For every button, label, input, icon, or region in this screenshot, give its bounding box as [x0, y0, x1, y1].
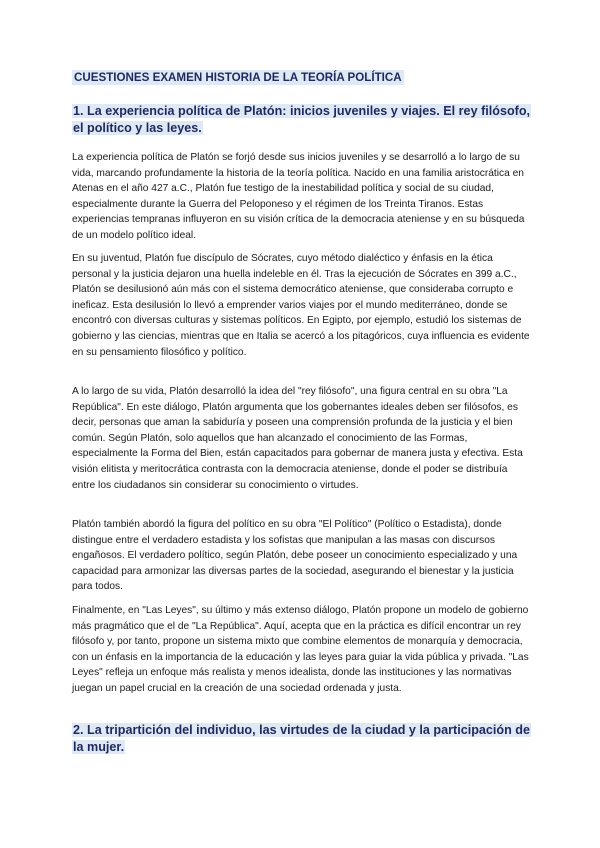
paragraph-1: La experiencia política de Platón se forjó desde sus inicios juveniles y se desarrolló a lo largo de su vida, marcando profundamente la historia de la teoría política. Nacido en una familia aristocrática en Atenas en el año 427 a.C., Platón fue testigo de la inestabilidad política y social de su ciudad, especialmente durante la Guerra del Peloponeso y el régimen de los Treinta Tiranos. Estas experiencias tempranas influyeron en su visión crítica de la democracia ateniense y en su búsqueda de un modelo político ideal.: [72, 152, 525, 241]
document-title: CUESTIONES EXAMEN HISTORIA DE LA TEORÍA POLÍTICA: [74, 71, 402, 84]
paragraph-4: Platón también abordó la figura del político en su obra "El Político" (Político o Estadista), donde distingue entre el verdadero estadista y los sofistas que manipulan a las masas con discursos engañosos. El verdadero político, según Platón, debe poseer un conocimiento especializado y una capacidad para armonizar las diversas partes de la sociedad, asegurando el bienestar y la justicia para todos.: [72, 519, 518, 593]
paragraph-3: A lo largo de su vida, Platón desarrolló la idea del "rey filósofo", una figura central en su obra "La República". En este diálogo, Platón argumenta que los gobernantes ideales deben ser filósofos, es decir, personas que aman la sabiduría y poseen una comprensión profunda de la justicia y el bien común. Según Platón, solo aquellos que han alcanzado el conocimiento de las Formas, especialmente la Forma del Bien, están capacitados para gobernar de manera justa y efectiva. Esta visión elitista y meritocrática contrasta con la democracia ateniense, donde el poder se distribuía entre los ciudadanos sin considerar su conocimiento o virtudes.: [72, 386, 523, 491]
paragraph-2: En su juventud, Platón fue discípulo de Sócrates, cuyo método dialéctico y énfasis en la ética personal y la justicia dejaron una huella indeleble en él. Tras la ejecución de Sócrates en 399 a.C., Platón se desilusionó aún más con el sistema democrático ateniense, que consideraba corrupto e ineficaz. Esta desilusión lo llevó a emprender varios viajes por el mundo mediterráneo, donde se encontró con diversas culturas y sistemas políticos. En Egipto, por ejemplo, estudió los sistemas de gobierno y las ciencias, mientras que en Italia se acercó a los pitagóricos, cuya influencia es evidente en su pensamiento filosófico y político.: [72, 253, 530, 358]
section-2-heading: 2. La tripartición del individuo, las virtudes de la ciudad y la participación de la mujer.: [73, 723, 530, 754]
section-1-heading: 1. La experiencia política de Platón: inicios juveniles y viajes. El rey filósofo, el político y las leyes.: [73, 104, 531, 135]
paragraph-5: Finalmente, en "Las Leyes", su último y más extenso diálogo, Platón propone un modelo de gobierno más pragmático que el de "La República". Aquí, acepta que en la práctica es difícil encontrar un rey filósofo y, por tanto, propone un sistema mixto que combine elementos de monarquía y democracia, con un énfasis en la importancia de la educación y las leyes para guiar la vida pública y privada. "Las Leyes" refleja un enfoque más realista y menos idealista, donde las instituciones y las normativas juegan un papel crucial en la creación de una sociedad ordenada y justa.: [72, 605, 529, 694]
